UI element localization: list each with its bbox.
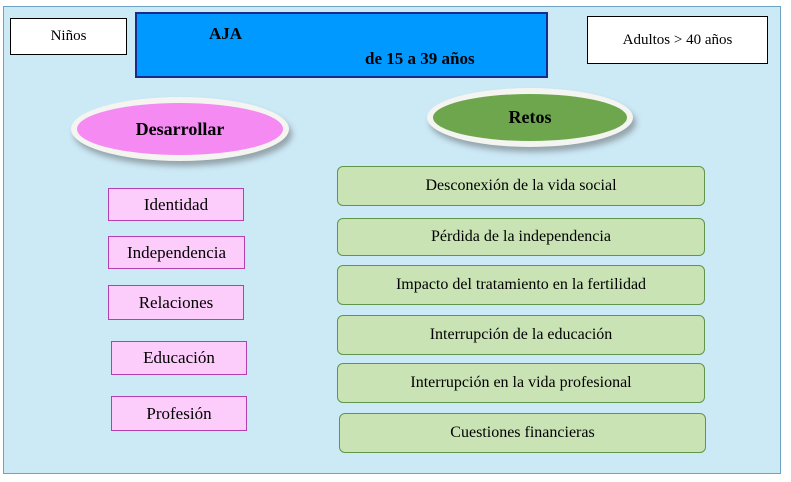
challenge-item-social <box>337 166 705 206</box>
challenge-item-independence <box>337 218 705 256</box>
children-label: Niños <box>50 28 87 44</box>
challenge-item-career <box>337 363 705 403</box>
aya-age-range: de 15 a 39 años <box>365 49 475 68</box>
challenge-item-label: Interrupción en la vida profesional <box>410 374 632 391</box>
develop-item-label: Profesión <box>146 403 212 423</box>
develop-item-label: Relaciones <box>138 292 214 312</box>
develop-item-label: Identidad <box>143 194 209 214</box>
develop-item-identidad <box>108 188 244 221</box>
develop-item-label: Educación <box>143 348 215 367</box>
challenge-item-label: Interrupción de la educación <box>429 326 613 343</box>
adults-label: Adultos > 40 años <box>622 31 733 48</box>
develop-item-relaciones <box>108 285 244 320</box>
challenge-item-education <box>337 315 705 355</box>
challenge-item-fertility <box>337 265 705 305</box>
develop-title: Desarrollar <box>135 118 225 139</box>
children-box <box>10 18 127 55</box>
develop-item-educacion <box>111 341 247 375</box>
develop-oval <box>71 97 289 161</box>
develop-item-independencia <box>108 236 245 269</box>
develop-item-label: Independencia <box>126 242 227 262</box>
challenges-oval <box>427 88 633 147</box>
challenge-item-label: Cuestiones financieras <box>450 424 595 441</box>
challenge-item-label: Impacto del tratamiento en la fertilidad <box>395 276 647 293</box>
challenge-item-label: Pérdida de la independencia <box>431 228 611 245</box>
adults-box <box>587 16 768 64</box>
challenge-item-financial <box>339 413 706 453</box>
aya-age-box <box>135 12 548 78</box>
challenges-title: Retos <box>508 107 552 127</box>
aya-title: AJA <box>209 24 243 43</box>
develop-item-profesion <box>111 396 247 431</box>
challenge-item-label: Desconexión de la vida social <box>425 177 617 194</box>
